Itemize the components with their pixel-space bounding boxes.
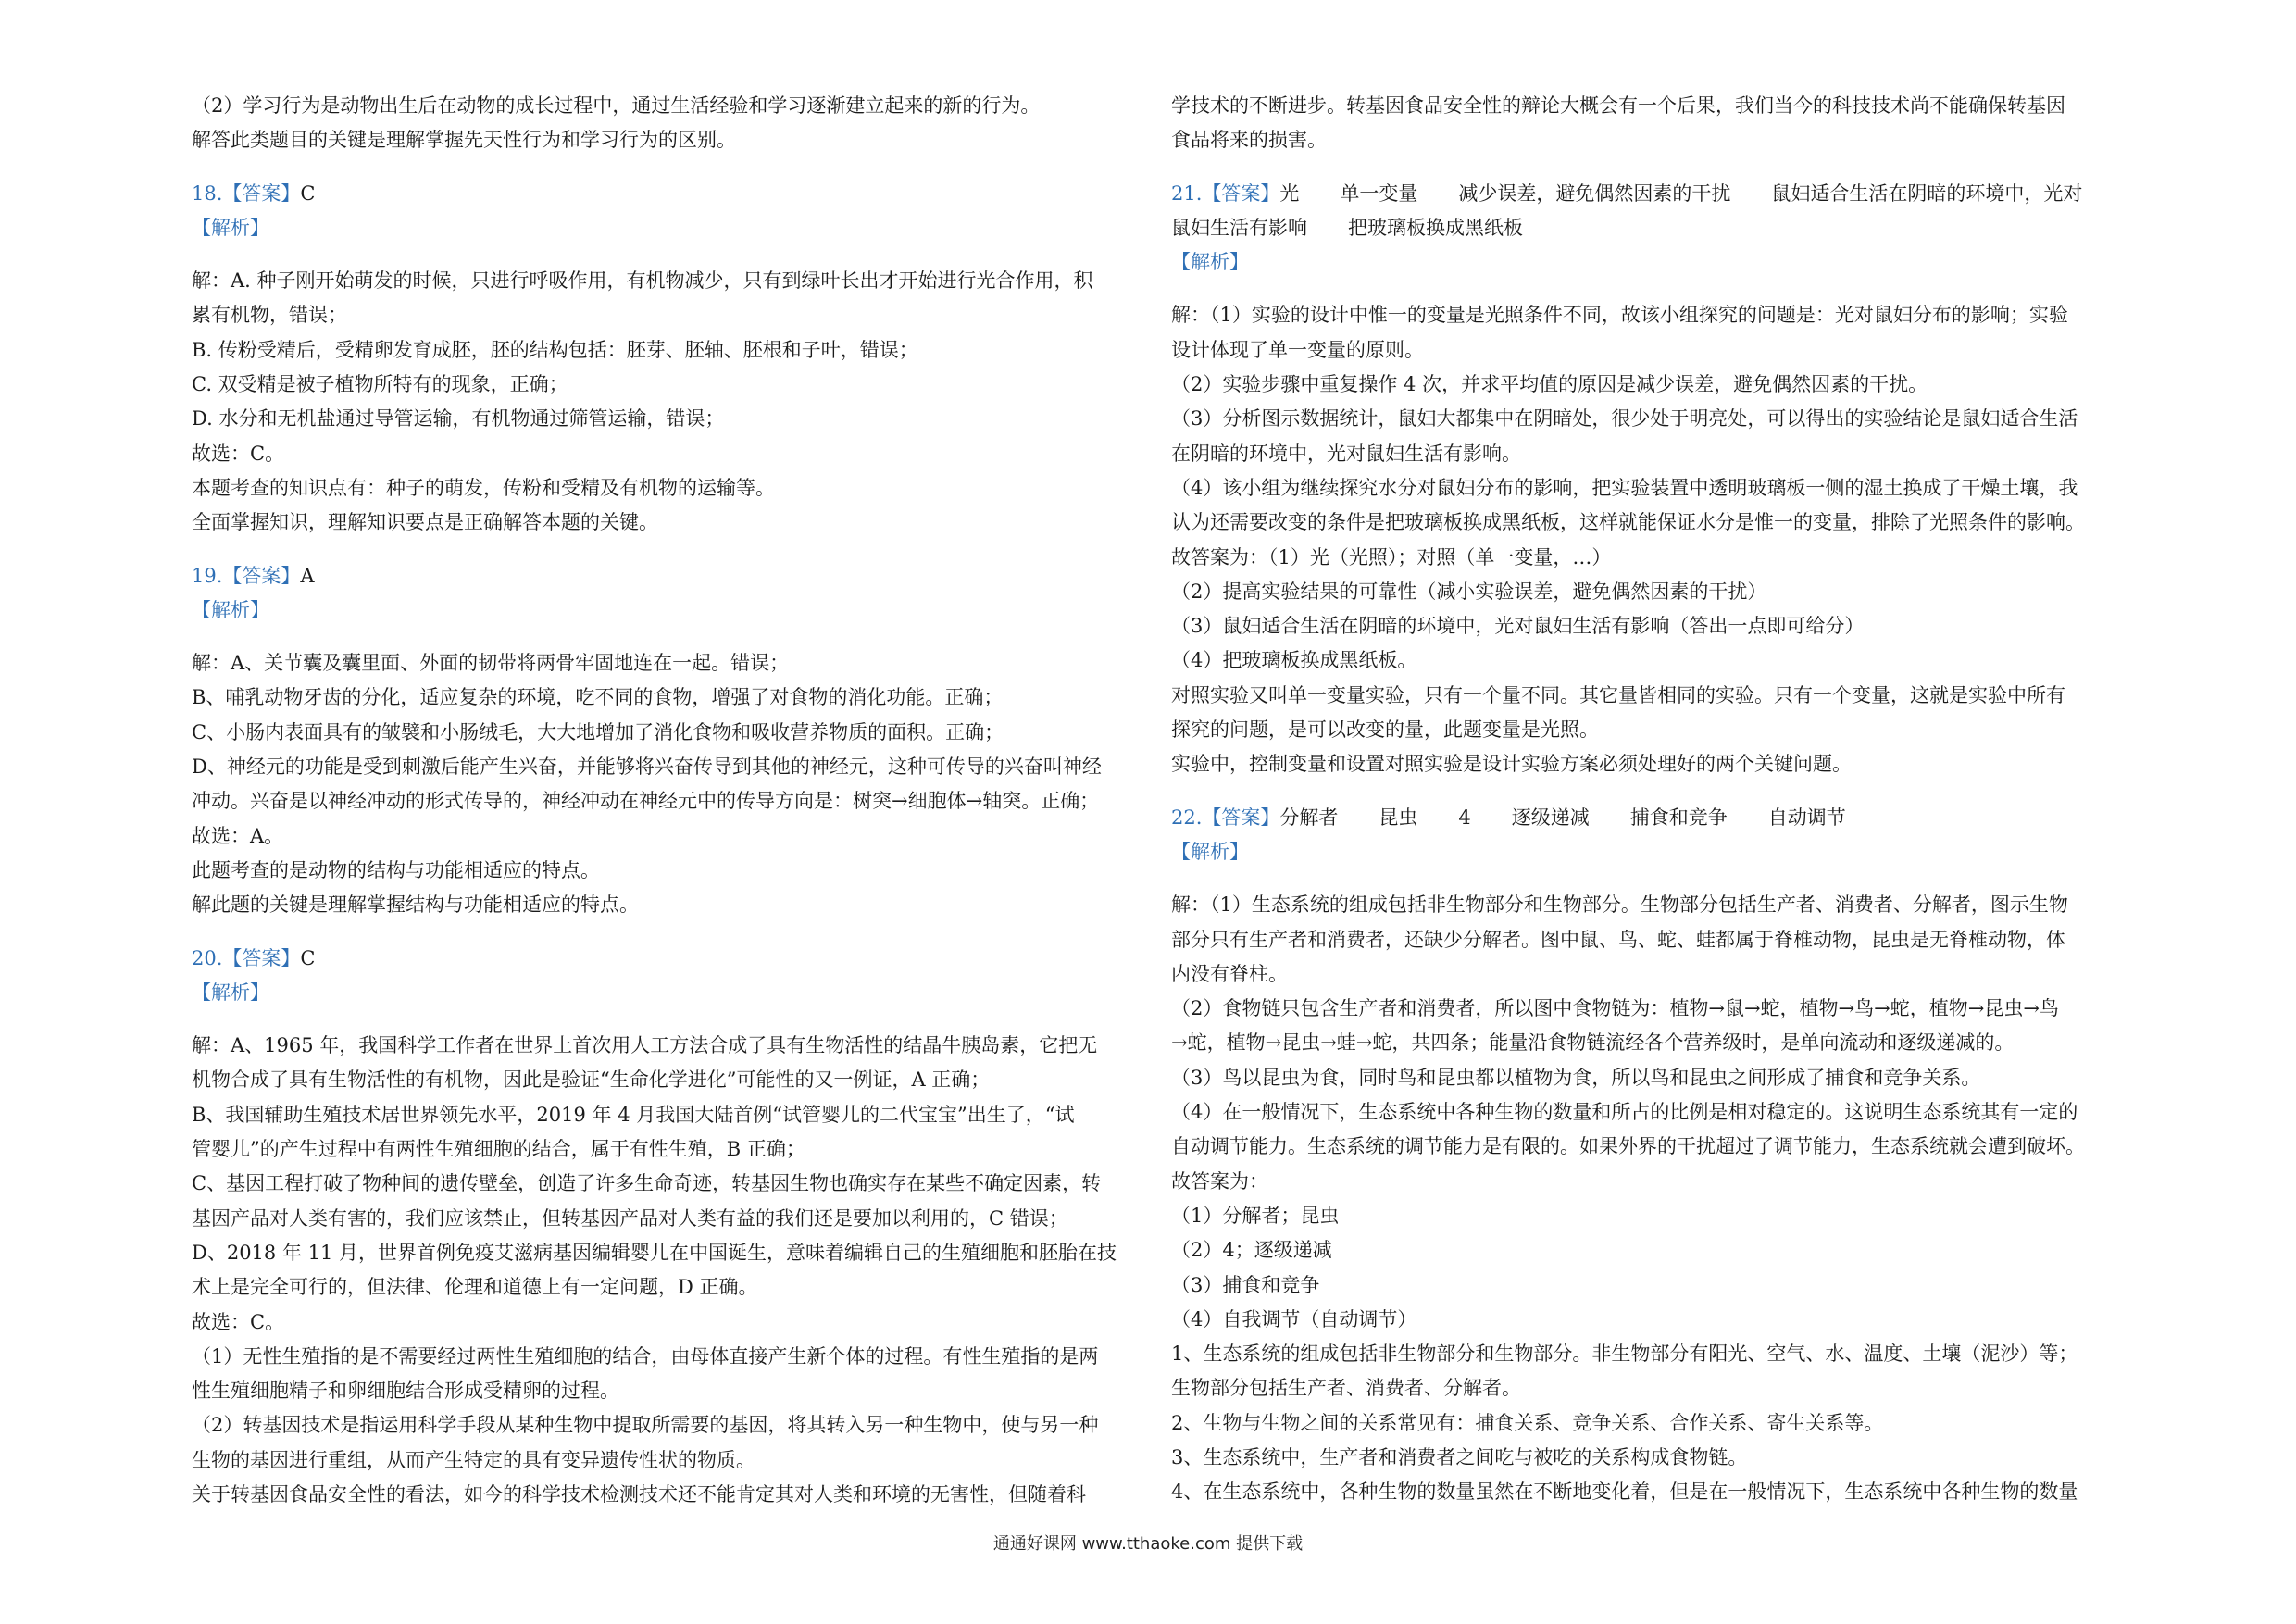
analysis-line: C. 双受精是被子植物所特有的现象，正确； [192, 373, 568, 396]
analysis-line: 设计体现了单一变量的原则。 [1171, 338, 1424, 361]
answer-value: 自动调节 [1767, 806, 1846, 829]
q19-answer-line [192, 559, 1145, 593]
analysis-line: （2）实验步骤中重复操作 4 次，并求平均值的原因是减少误差，避免偶然因素的干扰。 [1171, 373, 1928, 396]
analysis-line: （2）食物链只包含生产者和消费者，所以图中食物链为：植物→鼠→蛇，植物→鸟→蛇，植物→昆虫→鸟 [1171, 997, 2059, 1020]
analysis-line: 解：A、关节囊及囊里面、外面的韧带将两骨牢固地连在一起。错误； [192, 652, 790, 675]
analysis-line: 解：A. 种子刚开始萌发的时候，只进行呼吸作用，有机物减少，只有到绿叶长出才开始进行光合作用，积 [192, 269, 1093, 293]
answer-value: 逐级递减 [1511, 806, 1590, 829]
question-number: 22. [1171, 806, 1203, 829]
answer-tag: 【答案】 [1202, 181, 1280, 205]
question-number: 20. [192, 946, 223, 969]
analysis-line: 解：A、1965 年，我国科学工作者在世界上首次用人工方法合成了具有生物活性的结晶牛胰岛素，它把无 [192, 1034, 1098, 1057]
analysis-line: C、基因工程打破了物种间的遗传壁垒，创造了许多生命奇迹，转基因生物也确实存在某些不确定因素，转 [192, 1172, 1102, 1195]
answer-tag: 【答案】 [222, 181, 301, 205]
analysis-line: 自动调节能力。生态系统的调节能力是有限的。如果外界的干扰超过了调节能力，生态系统就会遭到破坏。 [1171, 1135, 2085, 1158]
analysis-line: 全面掌握知识，理解知识要点是正确解答本题的关键。 [192, 511, 658, 534]
analysis-line: （1）无性生殖指的是不需要经过两性生殖细胞的结合，由母体直接产生新个体的过程。有性生殖指的是两 [192, 1344, 1099, 1368]
answer-value: 分解者 [1279, 806, 1339, 829]
analysis-line: 解：（1）生态系统的组成包括非生物部分和生物部分。生物部分包括生产者、消费者、分解者，图示生物 [1171, 893, 2068, 917]
analysis-line: （3）分析图示数据统计，鼠妇大都集中在阴暗处，很少处于明亮处，可以得出的实验结论是鼠妇适合生活 [1171, 407, 2078, 431]
analysis-line: C、小肠内表面具有的皱襞和小肠绒毛，大大地增加了消化食物和吸收营养物质的面积。正确； [192, 720, 1004, 743]
analysis-line: D、神经元的功能是受到刺激后能产生兴奋，并能够将兴奋传导到其他的神经元，这种可传导的兴奋叫神经 [192, 756, 1102, 779]
analysis-line: （3）鸟以昆虫为食，同时鸟和昆虫都以植物为食，所以鸟和昆虫之间形成了捕食和竞争关系。 [1171, 1066, 1981, 1089]
answer-value: 昆虫 [1379, 806, 1418, 829]
answer-value: 4 [1458, 806, 1471, 829]
analysis-line: 基因产品对人类有害的，我们应该禁止，但转基因产品对人类有益的我们还是要加以利用的，C 错误； [192, 1206, 1068, 1230]
analysis-line: 实验中，控制变量和设置对照实验是设计实验方案必须处理好的两个关键问题。 [1171, 753, 1852, 776]
analysis-line: （2）转基因技术是指运用科学手段从某种生物中提取所需要的基因，将其转入另一种生物中，使与另一种 [192, 1414, 1099, 1437]
analysis-line: 故选：C。 [192, 442, 285, 465]
question-number: 18. [192, 181, 223, 205]
q21-answer-line-2 [1171, 211, 2125, 245]
question-number: 19. [192, 564, 223, 587]
analysis-line: （1）分解者；昆虫 [1171, 1204, 1340, 1227]
answer-value: 鼠妇生活有影响 [1171, 216, 1307, 239]
analysis-tag: 【解析】 [192, 216, 269, 239]
answer-value: 捕食和竞争 [1629, 806, 1728, 829]
answer-value: 单一变量 [1340, 181, 1418, 205]
question-number: 21. [1171, 181, 1203, 205]
analysis-line: 3、生态系统中，生产者和消费者之间吃与被吃的关系构成食物链。 [1171, 1445, 1748, 1468]
q20-answer-line [192, 942, 1145, 976]
analysis-line: →蛇，植物→昆虫→蛙→蛇，共四条；能量沿食物链流经各个营养级时，是单向流动和逐级递减的。 [1171, 1031, 2015, 1055]
answer-tag: 【答案】 [222, 946, 301, 969]
analysis-line: 管婴儿”的产生过程中有两性生殖细胞的结合，属于有性生殖，B 正确； [192, 1138, 805, 1161]
analysis-tag: 【解析】 [192, 981, 269, 1004]
analysis-line: 生物的基因进行重组，从而产生特定的具有变异遗传性状的物质。 [192, 1448, 755, 1471]
analysis-line: 部分只有生产者和消费者，还缺少分解者。图中鼠、鸟、蛇、蛙都属于脊椎动物，昆虫是无脊椎动物，体 [1171, 928, 2065, 951]
answer-tag: 【答案】 [222, 564, 301, 587]
analysis-line: （3）捕食和竞争 [1171, 1273, 1320, 1296]
analysis-line: （3）鼠妇适合生活在阴暗的环境中，光对鼠妇生活有影响（答出一点即可给分） [1171, 615, 1865, 638]
analysis-line: 2、生物与生物之间的关系常见有：捕食关系、竞争关系、合作关系、寄生关系等。 [1171, 1411, 1884, 1434]
analysis-line: B、我国辅助生殖技术居世界领先水平，2019 年 4 月我国大陆首例“试管婴儿的二代宝宝”出生了，“试 [192, 1103, 1075, 1126]
analysis-line: 冲动。兴奋是以神经冲动的形式传导的，神经冲动在神经元中的传导方向是：树突→细胞体→轴突。正确； [192, 790, 1100, 813]
analysis-line: 4、在生态系统中，各种生物的数量虽然在不断地变化着，但是在一般情况下，生态系统中各种生物的数量 [1171, 1480, 2078, 1504]
analysis-line: （2）提高实验结果的可靠性（减小实验误差，避免偶然因素的干扰） [1171, 580, 1767, 603]
analysis-line: 生物部分包括生产者、消费者、分解者。 [1171, 1377, 1521, 1400]
analysis-line: 在阴暗的环境中，光对鼠妇生活有影响。 [1171, 442, 1521, 465]
analysis-line: 术上是完全可行的，但法律、伦理和道德上有一定问题，D 正确。 [192, 1276, 758, 1299]
analysis-line: 1、生态系统的组成包括非生物部分和生物部分。非生物部分有阳光、空气、水、温度、土壤（泥沙）等； [1171, 1343, 2078, 1366]
answer-value: A [300, 564, 315, 587]
analysis-line: B. 传粉受精后，受精卵发育成胚，胚的结构包括：胚芽、胚轴、胚根和子叶，错误； [192, 338, 918, 361]
analysis-line: 内没有脊柱。 [1171, 962, 1288, 985]
analysis-line: 故答案为：（1）光（光照）；对照（单一变量，…） [1171, 545, 1612, 568]
analysis-tag: 【解析】 [1171, 840, 1249, 863]
intro-line: 解答此类题目的关键是理解掌握先天性行为和学习行为的区别。 [192, 129, 736, 152]
analysis-line: 机物合成了具有生物活性的有机物，因此是验证“生命化学进化”可能性的又一例证，A 正确； [192, 1068, 991, 1092]
analysis-tag: 【解析】 [1171, 251, 1249, 274]
analysis-line: 解：（1）实验的设计中惟一的变量是光照条件不同，故该小组探究的问题是：光对鼠妇分布的影响；实验 [1171, 304, 2068, 327]
left-column [192, 89, 1145, 1512]
answer-value: 鼠妇适合生活在阴暗的环境中，光对 [1771, 181, 2083, 205]
intro-line: （2）学习行为是动物出生后在动物的成长过程中，通过生活经验和学习逐渐建立起来的新的行为。 [192, 94, 1041, 117]
analysis-tag: 【解析】 [192, 598, 269, 621]
analysis-line: 累有机物，错误； [192, 304, 347, 327]
analysis-line: 认为还需要改变的条件是把玻璃板换成黑纸板，这样就能保证水分是惟一的变量，排除了光照条件的影响。 [1171, 511, 2085, 534]
analysis-line: 解此题的关键是理解掌握结构与功能相适应的特点。 [192, 893, 639, 917]
analysis-line: 对照实验又叫单一变量实验，只有一个量不同。其它量皆相同的实验。只有一个变量，这就是实验中所有 [1171, 683, 2065, 706]
page-footer: 通通好课网 www.tthaoke.com 提供下载 [992, 1534, 1304, 1554]
answer-value: 光 [1279, 181, 1300, 205]
answer-value: 把玻璃板换成黑纸板 [1348, 216, 1523, 239]
analysis-line: 故答案为： [1171, 1169, 1268, 1193]
intro-line: 食品将来的损害。 [1171, 129, 1327, 152]
q21-answer-line [1171, 177, 2125, 211]
analysis-line: （4）把玻璃板换成黑纸板。 [1171, 649, 1417, 672]
answer-value: 减少误差，避免偶然因素的干扰 [1458, 181, 1731, 205]
analysis-line: 探究的问题，是可以改变的量，此题变量是光照。 [1171, 718, 1599, 742]
analysis-line: （4）在一般情况下，生态系统中各种生物的数量和所占的比例是相对稳定的。这说明生态系统其有一定的 [1171, 1101, 2078, 1124]
answer-value: C [300, 181, 316, 205]
analysis-line: 此题考查的是动物的结构与功能相适应的特点。 [192, 858, 600, 881]
right-column [1171, 89, 2125, 1510]
analysis-line: 性生殖细胞精子和卵细胞结合形成受精卵的过程。 [192, 1380, 619, 1403]
analysis-line: 故选：A。 [192, 824, 284, 847]
answer-value: C [300, 946, 316, 969]
analysis-line: （4）该小组为继续探究水分对鼠妇分布的影响，把实验装置中透明玻璃板一侧的湿土换成了干燥土壤，我 [1171, 476, 2078, 499]
analysis-line: （2）4；逐级递减 [1171, 1239, 1332, 1262]
analysis-line: D. 水分和无机盐通过导管运输，有机物通过筛管运输，错误； [192, 407, 725, 431]
analysis-line: 关于转基因食品安全性的看法，如今的科学技术检测技术还不能肯定其对人类和环境的无害性，但随着科 [192, 1482, 1086, 1505]
analysis-line: D、2018 年 11 月，世界首例免疫艾滋病基因编辑婴儿在中国诞生，意味着编辑自己的生殖细胞和胚胎在技 [192, 1241, 1117, 1264]
q22-answer-line [1171, 801, 2125, 835]
analysis-line: B、哺乳动物牙齿的分化，适应复杂的环境，吃不同的食物，增强了对食物的消化功能。正确； [192, 686, 1004, 709]
analysis-line: 本题考查的知识点有：种子的萌发，传粉和受精及有机物的运输等。 [192, 476, 775, 499]
q18-answer-line [192, 177, 1145, 211]
intro-line: 学技术的不断进步。转基因食品安全性的辩论大概会有一个后果，我们当今的科技技术尚不能确保转基因 [1171, 94, 2065, 117]
answer-tag: 【答案】 [1202, 806, 1280, 829]
analysis-line: 故选：C。 [192, 1310, 285, 1333]
analysis-line: （4）自我调节（自动调节） [1171, 1307, 1417, 1330]
